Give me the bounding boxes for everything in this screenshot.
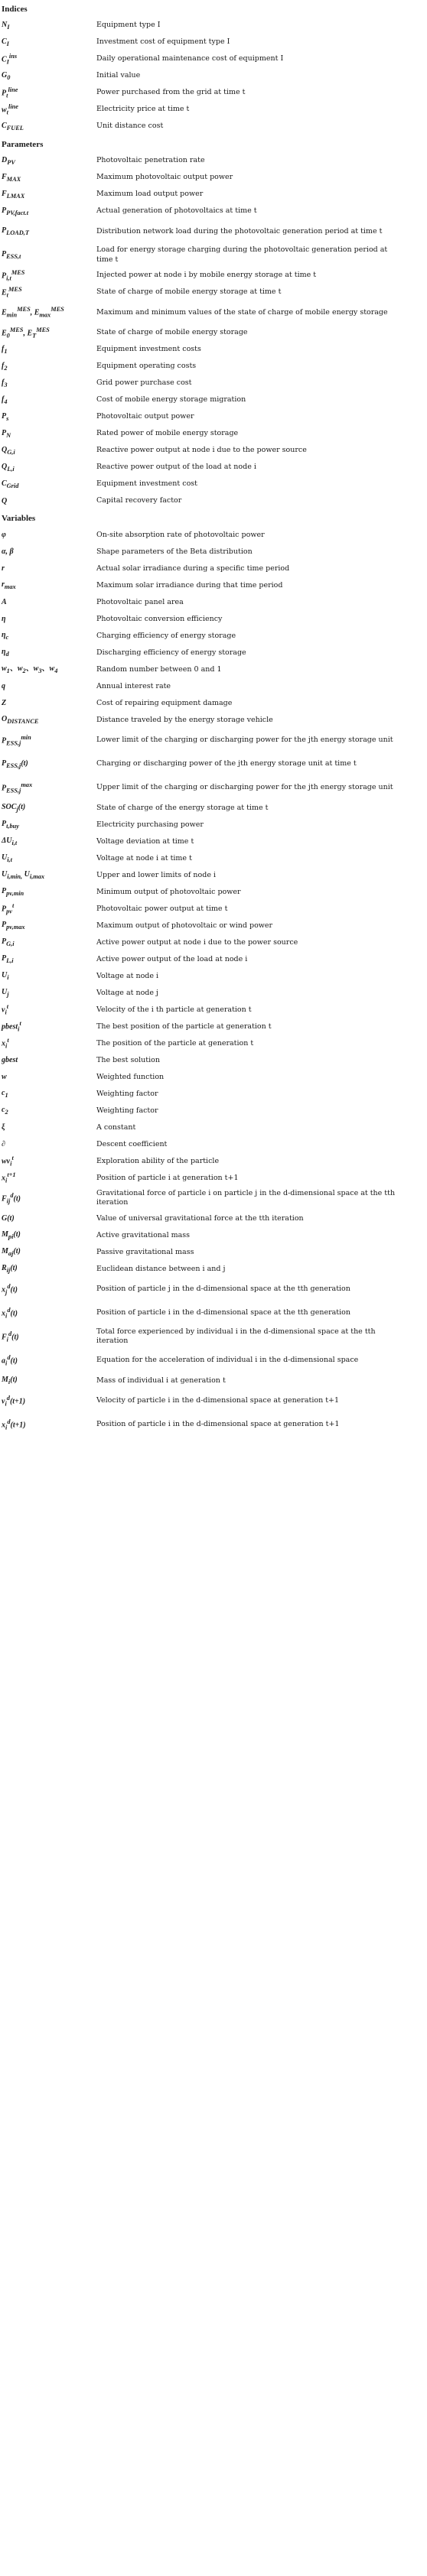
description-cell: Photovoltaic panel area — [96, 597, 184, 606]
nomenclature-row — [0, 1103, 427, 1119]
description-cell: Voltage deviation at time t — [96, 836, 194, 846]
nomenclature-row — [0, 817, 427, 833]
description-cell: Voltage at node i at time t — [96, 853, 192, 862]
nomenclature-row — [0, 358, 427, 375]
nomenclature-row — [0, 1170, 427, 1187]
symbol-cell: $O_{DISTANCE}$ — [2, 715, 39, 726]
nomenclature-row — [0, 1278, 427, 1301]
nomenclature-row — [0, 695, 427, 712]
nomenclature-row — [0, 918, 427, 934]
description-cell: Injected power at node i by mobile energy storage at time t — [96, 271, 317, 280]
nomenclature-row — [0, 1187, 427, 1210]
symbol-cell: pbest$_i^t$ — [2, 1020, 21, 1033]
symbol-cell: ∂ — [2, 1140, 5, 1149]
nomenclature-row — [0, 341, 427, 358]
symbol-cell: $C_I$ — [2, 37, 9, 47]
nomenclature-row — [0, 324, 427, 341]
symbol-cell: A — [2, 598, 7, 607]
symbol-cell: G(t) — [2, 1214, 15, 1223]
description-cell: Initial value — [96, 71, 141, 80]
symbol-cell: $\eta_c$ — [2, 631, 9, 642]
nomenclature-row — [0, 1244, 427, 1261]
symbol-cell: $f_3$ — [2, 378, 8, 388]
symbol-cell: q — [2, 682, 5, 691]
nomenclature-row — [0, 243, 427, 267]
nomenclature-row — [0, 219, 427, 243]
nomenclature-row — [0, 752, 427, 776]
description-cell: Maximum load output power — [96, 190, 204, 199]
symbol-cell: $P_{pv,min}$ — [2, 887, 24, 898]
symbol-cell: $E_t^{MES}$ — [2, 285, 22, 299]
symbol-cell: $P_{pv,max}$ — [2, 921, 25, 931]
symbol-cell: $F_{MAX}$ — [2, 172, 21, 183]
symbol-cell: φ — [2, 531, 6, 540]
nomenclature-row — [0, 1002, 427, 1018]
symbol-cell: $P_{G,i}$ — [2, 937, 15, 948]
description-cell: Rated power of mobile energy storage — [96, 429, 239, 438]
description-cell: Maximum and minimum values of the state of charge of mobile energy storage — [96, 307, 388, 317]
description-cell: Position of particle i in the d-dimensional space at the tth generation — [96, 1308, 350, 1317]
nomenclature-row — [0, 68, 427, 85]
nomenclature-row — [0, 300, 427, 324]
description-cell: Total force experienced by individual i in the d-dimensional space at the tth iteration — [96, 1327, 376, 1346]
symbol-cell: $P_{ESS,j}(t)$ — [2, 759, 28, 769]
nomenclature-row — [0, 661, 427, 678]
symbol-cell: $G_0$ — [2, 70, 11, 81]
description-cell: Euclidean distance between i and j — [96, 1264, 226, 1273]
nomenclature-row — [0, 425, 427, 442]
description-cell: Maximum photovoltaic output power — [96, 173, 233, 182]
description-cell: Actual solar irradiance during a specific time period — [96, 564, 290, 573]
description-cell: Photovoltaic penetration rate — [96, 156, 205, 165]
symbol-cell: $wv_i^t$ — [2, 1155, 14, 1168]
description-cell: Voltage at node i — [96, 971, 159, 980]
nomenclature-row — [0, 833, 427, 850]
nomenclature-row — [0, 1052, 427, 1069]
nomenclature-row — [0, 1069, 427, 1086]
nomenclature-row — [0, 1153, 427, 1170]
description-cell: Capital recovery factor — [96, 496, 182, 505]
description-cell: Photovoltaic conversion efficiency — [96, 614, 223, 623]
symbol-cell: $F_{LMAX}$ — [2, 189, 25, 200]
nomenclature-row — [0, 850, 427, 867]
nomenclature-row — [0, 1372, 427, 1389]
description-cell: Actual generation of photovoltaics at time t — [96, 206, 257, 216]
description-cell: Investment cost of equipment type I — [96, 37, 230, 47]
symbol-cell: $a_i^d(t)$ — [2, 1353, 18, 1367]
description-cell: Grid power purchase cost — [96, 378, 192, 388]
symbol-cell: $v_i^d(t+1)$ — [2, 1394, 26, 1408]
description-cell: Power purchased from the grid at time t — [96, 88, 246, 97]
symbol-cell: $C_I^{ins}$ — [2, 53, 18, 66]
symbol-cell: $P_{LOAD,T}$ — [2, 226, 29, 236]
description-cell: Maximum output of photovoltaic or wind power — [96, 921, 273, 930]
symbol-cell: $P_t^{line}$ — [2, 86, 18, 99]
symbol-cell: $x_j^d(t)$ — [2, 1282, 18, 1296]
nomenclature-row — [0, 34, 427, 51]
description-cell: Velocity of the i th particle at generation t — [96, 1005, 252, 1014]
description-cell: Equipment investment costs — [96, 345, 201, 354]
description-cell: Weighting factor — [96, 1089, 158, 1098]
description-cell: Value of universal gravitational force at the tth iteration — [96, 1213, 304, 1223]
description-cell: Distribution network load during the photovoltaic generation period at time t — [96, 226, 383, 236]
symbol-cell: $P_s$ — [2, 411, 9, 422]
symbol-cell: $F_i^d(t)$ — [2, 1330, 19, 1343]
nomenclature-row — [0, 203, 427, 219]
description-cell: Equation for the acceleration of individual i in the d-dimensional space — [96, 1356, 359, 1365]
symbol-cell: $M_i(t)$ — [2, 1376, 18, 1386]
nomenclature-row — [0, 492, 427, 509]
symbol-cell: Z — [2, 699, 7, 708]
nomenclature-row — [0, 527, 427, 544]
nomenclature-row — [0, 985, 427, 1002]
symbol-cell: $x_i^{t+1}$ — [2, 1171, 16, 1184]
description-cell: Charging efficiency of energy storage — [96, 631, 236, 640]
symbol-cell: $P_{ESS,j}^{min}$ — [2, 733, 31, 747]
symbol-cell: $U_i$ — [2, 971, 9, 982]
nomenclature-row — [0, 611, 427, 628]
description-cell: Photovoltaic power output at time t — [96, 904, 228, 913]
description-cell: Equipment investment cost — [96, 479, 197, 489]
symbol-cell: η — [2, 615, 6, 624]
description-cell: Distance traveled by the energy storage vehicle — [96, 715, 273, 724]
description-cell: Charging or discharging power of the jth energy storage unit at time t — [96, 759, 357, 768]
description-cell: Discharging efficiency of energy storage — [96, 648, 246, 657]
symbol-cell: $Q_{G,i}$ — [2, 445, 15, 456]
description-cell: Equipment operating costs — [96, 362, 197, 371]
description-cell: Lower limit of the charging or discharging power for the jth energy storage unit — [96, 736, 393, 745]
symbol-cell: $f_1$ — [2, 344, 8, 355]
symbol-cell: $E_0^{MES}$, $E_T^{MES}$ — [2, 326, 50, 339]
symbol-cell: $P_{ESS,j}^{max}$ — [2, 781, 33, 794]
description-cell: Random number between 0 and 1 — [96, 664, 222, 674]
description-cell: Cost of mobile energy storage migration — [96, 395, 246, 404]
nomenclature-row — [0, 119, 427, 135]
symbol-cell: $M_{aj}(t)$ — [2, 1247, 21, 1258]
nomenclature-row — [0, 544, 427, 560]
nomenclature-row — [0, 594, 427, 611]
description-cell: The best position of the particle at generation t — [96, 1022, 272, 1031]
description-cell: Upper limit of the charging or discharging power for the jth energy storage unit — [96, 783, 393, 792]
symbol-cell: $D_{PV}$ — [2, 155, 15, 166]
nomenclature-row — [0, 577, 427, 594]
nomenclature-row — [0, 1136, 427, 1153]
description-cell: Electricity price at time t — [96, 105, 190, 114]
symbol-cell: $P_{t,buy}$ — [2, 820, 19, 830]
description-cell: Active power output at node i due to the power source — [96, 937, 298, 947]
nomenclature-row — [0, 459, 427, 476]
symbol-cell: Q — [2, 496, 8, 505]
description-cell: Mass of individual i at generation t — [96, 1376, 226, 1385]
nomenclature-row — [0, 1018, 427, 1035]
nomenclature-row — [0, 968, 427, 985]
symbol-cell: $c_1$ — [2, 1089, 8, 1100]
nomenclature-row — [0, 901, 427, 918]
symbol-cell: $x_i^d(t+1)$ — [2, 1418, 26, 1431]
nomenclature-row — [0, 1119, 427, 1136]
description-cell: Shape parameters of the Beta distribution — [96, 547, 253, 556]
description-cell: Equipment type I — [96, 21, 161, 30]
nomenclature-row — [0, 729, 427, 752]
description-cell: Upper and lower limits of node i — [96, 870, 216, 879]
nomenclature-row — [0, 408, 427, 425]
nomenclature-row — [0, 1035, 427, 1052]
description-cell: State of charge of the energy storage at time t — [96, 803, 269, 812]
nomenclature-row — [0, 186, 427, 203]
symbol-cell: ξ — [2, 1123, 5, 1132]
symbol-cell: $r_{max}$ — [2, 580, 16, 591]
nomenclature-row — [0, 712, 427, 729]
symbol-cell: $E_{min}^{MES}$, $E_{max}^{MES}$ — [2, 306, 64, 319]
nomenclature-row — [0, 169, 427, 186]
description-cell: State of charge of mobile energy storage at time t — [96, 287, 282, 297]
nomenclature-row — [0, 884, 427, 901]
symbol-cell: $SOC_j(t)$ — [2, 803, 26, 814]
nomenclature-row — [0, 645, 427, 661]
nomenclature-row — [0, 442, 427, 459]
symbol-cell: $U_{i,t}$ — [2, 853, 12, 864]
symbol-cell: $M_{pi}(t)$ — [2, 1230, 21, 1241]
symbol-cell: $x_i^d(t)$ — [2, 1306, 18, 1320]
symbol-cell: $P_{ESS,t}$ — [2, 250, 21, 260]
symbol-cell: $c_2$ — [2, 1106, 8, 1116]
nomenclature-row — [0, 391, 427, 408]
symbol-cell: $P_N$ — [2, 428, 11, 439]
symbol-cell: $U_{i,min,}$ $U_{i,max}$ — [2, 870, 45, 881]
description-cell: Velocity of particle i in the d-dimensional space at generation t+1 — [96, 1396, 340, 1405]
section-title: Variables — [2, 514, 36, 524]
description-cell: Electricity purchasing power — [96, 820, 204, 829]
symbol-cell: $C_{Grid}$ — [2, 479, 19, 489]
description-cell: Daily operational maintenance cost of equipment I — [96, 54, 284, 63]
symbol-cell: r — [2, 564, 5, 573]
description-cell: Annual interest rate — [96, 681, 171, 690]
nomenclature-row — [0, 152, 427, 169]
symbol-cell: $x_i^t$ — [2, 1037, 9, 1050]
description-cell: Gravitational force of particle i on particle j in the d-dimensional space at the tth iteration — [96, 1189, 396, 1207]
description-cell: Reactive power output at node i due to the power source — [96, 446, 307, 455]
nomenclature-row — [0, 867, 427, 884]
nomenclature-row — [0, 284, 427, 300]
nomenclature-row — [0, 776, 427, 800]
description-cell: The best solution — [96, 1055, 160, 1064]
nomenclature-row — [0, 51, 427, 68]
nomenclature-row — [0, 267, 427, 284]
description-cell: A constant — [96, 1122, 136, 1132]
symbol-cell: α, β — [2, 547, 14, 557]
symbol-cell: $P_{L,i}$ — [2, 954, 14, 965]
section-title: Indices — [2, 5, 28, 14]
description-cell: Position of particle i in the d-dimensional space at generation t+1 — [96, 1420, 340, 1429]
description-cell: Descent coefficient — [96, 1139, 168, 1148]
symbol-cell: $P_{pv}^t$ — [2, 902, 15, 915]
symbol-cell: $v_i^t$ — [2, 1003, 9, 1016]
nomenclature-row — [0, 628, 427, 645]
symbol-cell: $f_4$ — [2, 395, 8, 405]
description-cell: Unit distance cost — [96, 122, 164, 131]
description-cell: On-site absorption rate of photovoltaic power — [96, 530, 265, 539]
nomenclature-row — [0, 102, 427, 119]
nomenclature-row — [0, 375, 427, 391]
description-cell: The position of the particle at generation t — [96, 1038, 254, 1048]
description-cell: Minimum output of photovoltaic power — [96, 887, 241, 896]
description-cell: Cost of repairing equipment damage — [96, 698, 233, 707]
symbol-cell: w — [2, 1073, 7, 1082]
symbol-cell: gbest — [2, 1056, 18, 1065]
symbol-cell: $Q_{L,i}$ — [2, 462, 15, 473]
nomenclature-row — [0, 1325, 427, 1349]
symbol-cell: $R_{ij}(t)$ — [2, 1264, 18, 1275]
section-title: Parameters — [2, 139, 44, 149]
description-cell: Voltage at node j — [96, 988, 158, 997]
description-cell: Reactive power output of the load at node i — [96, 463, 256, 472]
description-cell: Maximum solar irradiance during that time period — [96, 580, 283, 590]
description-cell: Weighted function — [96, 1072, 165, 1081]
nomenclature-row — [0, 678, 427, 695]
nomenclature-row — [0, 85, 427, 102]
nomenclature-row — [0, 1086, 427, 1103]
description-cell: Photovoltaic output power — [96, 412, 194, 421]
nomenclature-row — [0, 1413, 427, 1437]
symbol-cell: $P_{i,t}^{MES}$ — [2, 268, 25, 282]
symbol-cell: $f_2$ — [2, 361, 8, 372]
description-cell: Passive gravitational mass — [96, 1247, 194, 1256]
nomenclature-row — [0, 951, 427, 968]
symbol-cell: $U_j$ — [2, 988, 9, 999]
nomenclature-row — [0, 1227, 427, 1244]
description-cell: State of charge of mobile energy storage — [96, 328, 248, 337]
description-cell: Weighting factor — [96, 1106, 158, 1115]
symbol-cell: $N_I$ — [2, 20, 10, 31]
nomenclature-row — [0, 934, 427, 951]
symbol-cell: $\eta_d$ — [2, 648, 9, 658]
description-cell: Position of particle i at generation t+1 — [96, 1173, 239, 1182]
description-cell: Exploration ability of the particle — [96, 1156, 220, 1165]
nomenclature-row — [0, 800, 427, 817]
description-cell: Active power output of the load at node i — [96, 954, 248, 963]
description-cell: Position of particle j in the d-dimensional space at the tth generation — [96, 1285, 350, 1294]
symbol-cell: $P_{PV,fact.t}$ — [2, 206, 29, 216]
description-cell: Load for energy storage charging during the photovoltaic generation period at time t — [96, 245, 388, 264]
symbol-cell: $C_{FUEL}$ — [2, 121, 24, 132]
nomenclature-row — [0, 18, 427, 34]
nomenclature-row — [0, 476, 427, 492]
symbol-cell: $\Delta U_{i,t}$ — [2, 836, 18, 847]
nomenclature-row — [0, 1349, 427, 1372]
nomenclature-row — [0, 1261, 427, 1278]
symbol-cell: $F_{ij}^d(t)$ — [2, 1191, 21, 1205]
nomenclature-row — [0, 560, 427, 577]
symbol-cell: $w_1$、$w_2$、$w_3$、$w_4$ — [2, 664, 58, 675]
description-cell: Active gravitational mass — [96, 1230, 191, 1239]
symbol-cell: $w_t^{line}$ — [2, 103, 18, 116]
nomenclature-row — [0, 1210, 427, 1227]
nomenclature-row — [0, 1389, 427, 1413]
nomenclature-row — [0, 1301, 427, 1325]
